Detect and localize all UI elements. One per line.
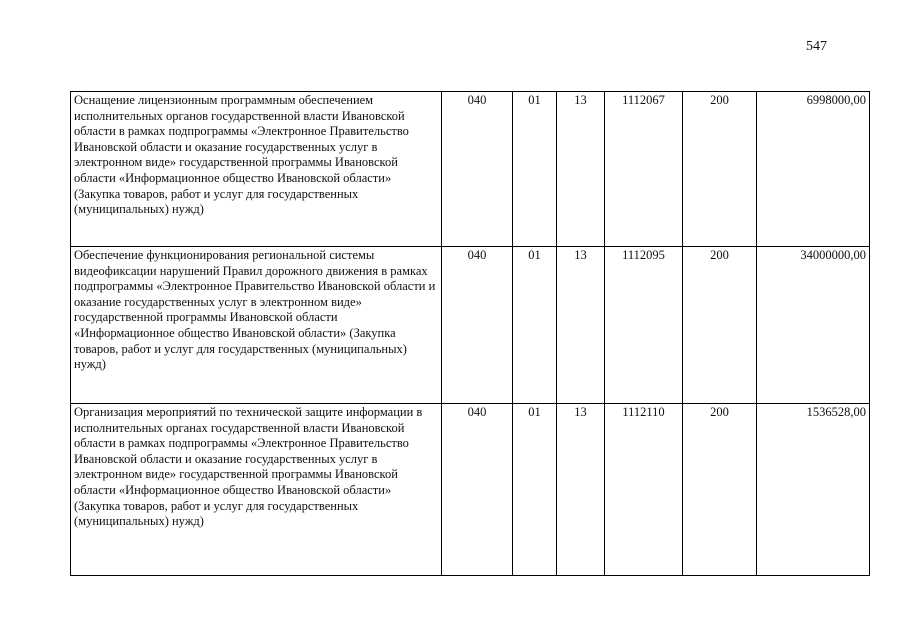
ministry-code-cell: 040 [442,247,513,404]
amount-cell: 6998000,00 [757,92,870,247]
table-row [71,404,870,576]
table-row [71,247,870,404]
expense-name-cell: Оснащение лицензионным программным обеспечением исполнительных органов государственной власти Ивановской области в рамках подпрограммы «Электронное Правительство Ивановской области и оказание государственных услуг в электронном виде» государственной программы Ивановской области «Информационное общество Ивановской области» (Закупка товаров, работ и услуг для государственных (муниципальных) нужд) [71,92,442,247]
amount-cell: 1536528,00 [757,404,870,576]
target-article-cell: 1112110 [605,404,683,576]
budget-table [70,91,870,576]
section-cell: 01 [513,92,557,247]
expense-type-cell: 200 [683,404,757,576]
target-article-cell: 1112067 [605,92,683,247]
expense-name-cell: Организация мероприятий по технической защите информации в исполнительных органах государственной власти Ивановской области в рамках подпрограммы «Электронное Правительство Ивановской области и оказание государственных услуг в электронном виде» государственной программы Ивановской области «Информационное общество Ивановской области» (Закупка товаров, работ и услуг для государственных (муниципальных) нужд) [71,404,442,576]
target-article-cell: 1112095 [605,247,683,404]
section-cell: 01 [513,404,557,576]
subsection-cell: 13 [557,247,605,404]
expense-name-cell: Обеспечение функционирования региональной системы видеофиксации нарушений Правил дорожного движения в рамках подпрограммы «Электронное Правительство Ивановской области и оказание государственных услуг в электронном виде» государственной программы Ивановской области «Информационное общество Ивановской области» (Закупка товаров, работ и услуг для государственных (муниципальных) нужд) [71,247,442,404]
amount-cell: 34000000,00 [757,247,870,404]
page-number: 547 [806,39,827,54]
ministry-code-cell: 040 [442,92,513,247]
expense-type-cell: 200 [683,247,757,404]
ministry-code-cell: 040 [442,404,513,576]
subsection-cell: 13 [557,92,605,247]
subsection-cell: 13 [557,404,605,576]
expense-type-cell: 200 [683,92,757,247]
table-row [71,92,870,247]
section-cell: 01 [513,247,557,404]
